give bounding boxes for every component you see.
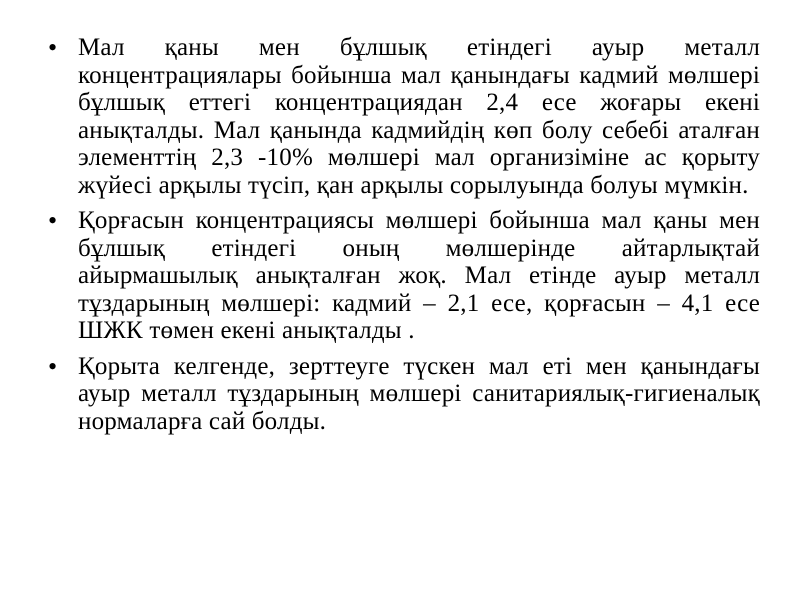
bullet-text: Қорғасын концентрациясы мөлшері бойынша мал қаны мен бұлшық етіндегі оның мөлшерінде айтарлықтай айырмашылық анықталған жоқ. Мал етінде ауыр металл тұздарының мөлшері: кадмий – 2,1 есе, қорғасын – 4,1 есе ШЖК төмен екені анықталды . (78, 207, 760, 344)
bullet-item-1 (48, 34, 760, 199)
bullet-text: Мал қаны мен бұлшық етіндегі ауыр металл концентрациялары бойынша мал қанындағы кадмий мөлшері бұлшық еттегі концентрациядан 2,4 есе жоғары екені анықталды. Мал қанында кадмийдің көп болу себебі аталған элементтің 2,3 -10% мөлшері мал организіміне ас қорыту жүйесі арқылы түсіп, қан арқылы сорылуында болуы мүмкін. (78, 34, 760, 199)
bullet-item-3 (48, 353, 760, 436)
bullet-item-2 (48, 207, 760, 345)
bullet-marker: • (48, 206, 58, 235)
bullet-marker: • (48, 351, 58, 381)
bullet-marker: • (48, 33, 58, 62)
bullet-text: Қорыта келгенде, зерттеуге түскен мал еті мен қанындағы ауыр металл тұздарының мөлшері санитариялық-гигиеналық нормаларға сай болды. (78, 352, 760, 435)
bullet-list (48, 34, 760, 435)
